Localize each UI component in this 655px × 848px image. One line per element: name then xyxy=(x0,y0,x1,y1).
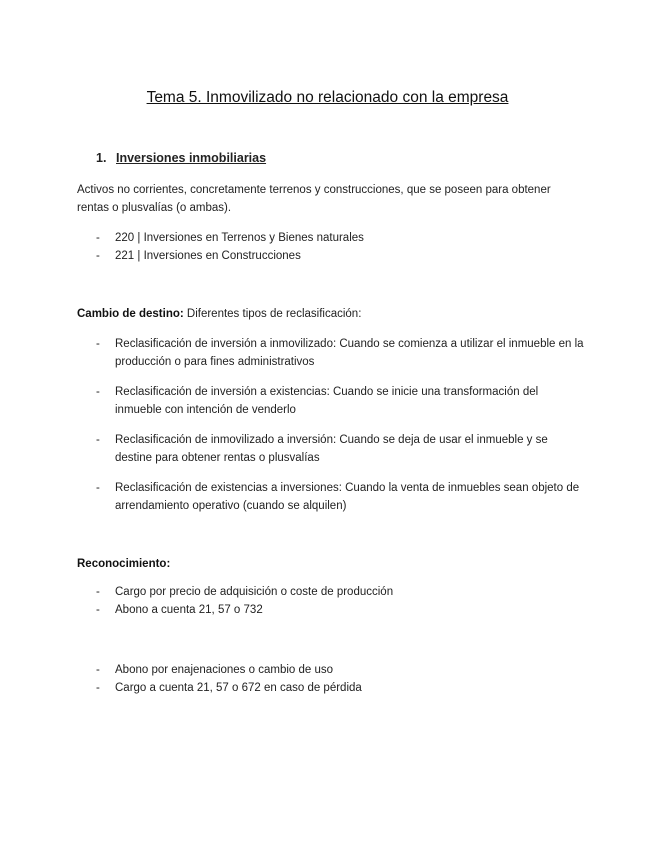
list-item-text: 221 | Inversiones en Construcciones xyxy=(115,250,301,262)
reclasificacion-list xyxy=(96,335,586,527)
list-item-text: Reclasificación de inversión a existencias: Cuando se inicie una transformación del inmueble con intención de venderlo xyxy=(115,386,539,416)
list-item-text: Reclasificación de inversión a inmovilizado: Cuando se comienza a utilizar el inmueble en la producción o para fines administrativos xyxy=(115,338,584,368)
dash-bullet: - xyxy=(96,604,100,616)
dash-bullet: - xyxy=(96,232,100,244)
dash-bullet: - xyxy=(96,586,100,598)
reconocimiento-list-1 xyxy=(96,583,586,619)
cambio-text: Diferentes tipos de reclasificación: xyxy=(183,308,362,320)
section-heading xyxy=(96,151,266,165)
dash-bullet: - xyxy=(96,250,100,262)
reconocimiento-list-2 xyxy=(96,661,586,697)
list-item xyxy=(96,247,586,265)
cambio-paragraph xyxy=(77,305,577,323)
dash-bullet: - xyxy=(96,682,100,694)
list-item xyxy=(96,479,586,515)
dash-bullet: - xyxy=(96,386,100,398)
dash-bullet: - xyxy=(96,434,100,446)
list-item xyxy=(96,601,586,619)
dash-bullet: - xyxy=(96,482,100,494)
list-item xyxy=(96,583,586,601)
list-item-text: Cargo a cuenta 21, 57 o 672 en caso de pérdida xyxy=(115,682,362,694)
dash-bullet: - xyxy=(96,664,100,676)
list-item xyxy=(96,383,586,419)
accounts-list xyxy=(96,229,586,265)
list-item-text: Cargo por precio de adquisición o coste de producción xyxy=(115,586,394,598)
list-item xyxy=(96,229,586,247)
dash-bullet: - xyxy=(96,338,100,350)
list-item xyxy=(96,335,586,371)
list-item xyxy=(96,661,586,679)
intro-paragraph: Activos no corrientes, concretamente terrenos y construcciones, que se poseen para obtener rentas o plusvalías (o ambas). xyxy=(77,184,551,214)
reconocimiento-heading xyxy=(77,555,577,573)
list-item-text: Abono a cuenta 21, 57 o 732 xyxy=(115,604,263,616)
list-item xyxy=(96,679,586,697)
list-item-text: 220 | Inversiones en Terrenos y Bienes naturales xyxy=(115,232,364,244)
list-item-text: Reclasificación de existencias a inversiones: Cuando la venta de inmuebles sean objeto de arrendamiento operativo (cuando se alquilen) xyxy=(115,482,580,512)
page-title: Tema 5. Inmovilizado no relacionado con la empresa xyxy=(146,89,509,106)
reconocimiento-label: Reconocimiento: xyxy=(77,558,171,570)
cambio-label: Cambio de destino: xyxy=(77,308,184,320)
list-item xyxy=(96,431,586,467)
section-number: 1. xyxy=(96,151,107,165)
list-item-text: Reclasificación de inmovilizado a inversión: Cuando se deja de usar el inmueble y se destine para obtener rentas o plusvalías xyxy=(115,434,548,464)
list-item-text: Abono por enajenaciones o cambio de uso xyxy=(115,664,334,676)
section-heading-text: Inversiones inmobiliarias xyxy=(116,151,267,165)
